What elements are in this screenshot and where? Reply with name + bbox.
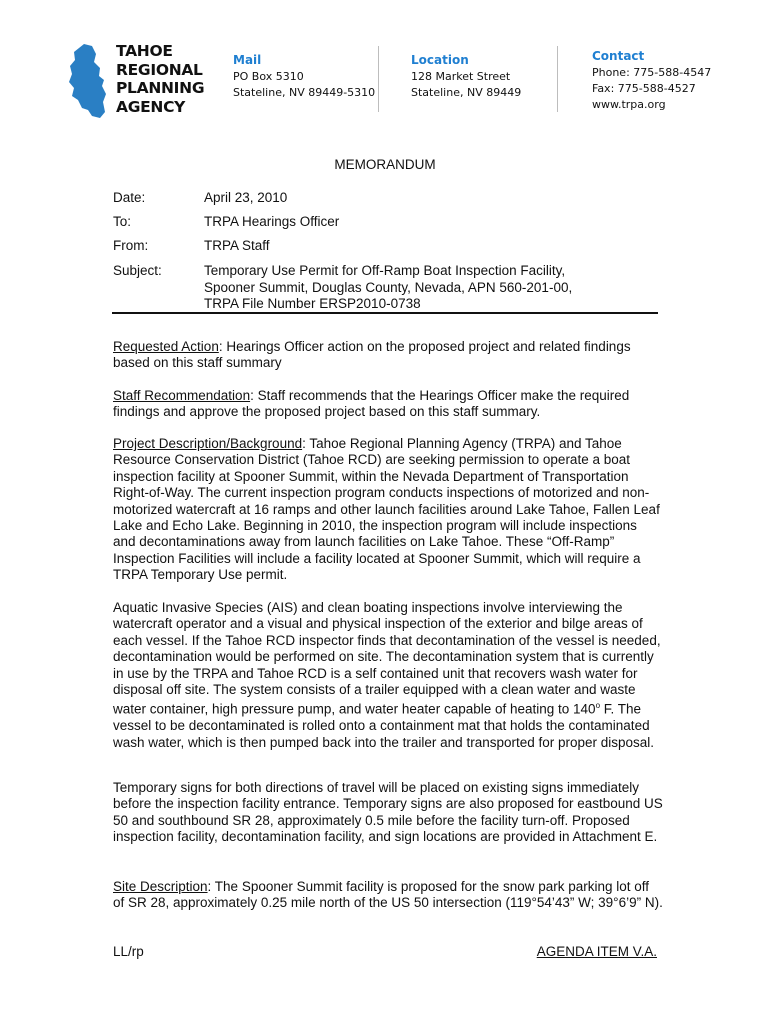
location-line: Stateline, NV 89449 xyxy=(411,86,522,99)
location-title: Location xyxy=(411,53,469,67)
date-label: Date: xyxy=(113,190,146,205)
footer-initials: LL/rp xyxy=(113,944,144,959)
contact-phone: Phone: 775-588-4547 xyxy=(592,66,712,79)
staff-recommendation-text: : Staff recommends that the Hearings Officer make the required findings and approve the proposed project based on this staff summary. xyxy=(113,388,630,420)
to-value: TRPA Hearings Officer xyxy=(204,214,340,229)
subject-value xyxy=(204,263,572,313)
project-description-paragraph xyxy=(113,436,663,584)
agency-line: AGENCY xyxy=(116,97,186,116)
agency-line: PLANNING xyxy=(116,79,205,97)
contact-fax: Fax: 775-588-4527 xyxy=(592,82,696,95)
date-value: April 23, 2010 xyxy=(204,190,288,205)
from-label: From: xyxy=(113,238,149,253)
lake-tahoe-outline-icon xyxy=(66,42,110,120)
degree-mark: o xyxy=(595,701,601,711)
agenda-item: AGENDA ITEM V.A. xyxy=(536,944,657,959)
project-description-text: : Tahoe Regional Planning Agency (TRPA) and Tahoe Resource Conservation District (Tahoe RCD) are seeking permission to operate a boat inspection facility at Spooner Summit, within the Nevada Department of Transportation Right-of-Way. The current inspection program conducts inspections of motorized and non-motorized watercraft at 16 ramps and other launch facilities around Lake Tahoe, Fallen Leaf Lake and Echo Lake. Beginning in 2010, the inspection program will include inspections and decontaminations away from launch facilities on Lake Tahoe. These “Off-Ramp” Inspection Facilities will include a facility located at Spooner Summit, which will require a TRPA Temporary Use permit. xyxy=(113,436,660,583)
requested-action-text: : Hearings Officer action on the proposed project and related findings based on this staff summary xyxy=(113,339,631,371)
staff-recommendation-paragraph xyxy=(113,388,663,421)
mail-line: PO Box 5310 xyxy=(233,70,304,83)
from-value: TRPA Staff xyxy=(204,238,270,253)
staff-recommendation-heading: Staff Recommendation xyxy=(113,388,251,403)
site-description-paragraph xyxy=(113,879,663,912)
contact-block xyxy=(592,48,711,113)
subject-label: Subject: xyxy=(113,263,162,278)
agency-line: REGIONAL xyxy=(116,60,203,79)
contact-title: Contact xyxy=(592,49,645,63)
memo-title: MEMORANDUM xyxy=(334,157,436,172)
requested-action-heading: Requested Action xyxy=(113,339,219,354)
site-description-text: : The Spooner Summit facility is proposed for the snow park parking lot off of SR 28, approximately 0.25 mile north of the US 50 intersection (119°54’43” W; 39°6’9” N). xyxy=(113,879,663,911)
requested-action-paragraph xyxy=(113,339,663,372)
mail-line: Stateline, NV 89449-5310 xyxy=(233,86,376,99)
site-description-heading: Site Description xyxy=(113,879,208,894)
subject-line: TRPA File Number ERSP2010-0738 xyxy=(204,296,421,311)
to-label: To: xyxy=(113,214,132,229)
location-block xyxy=(411,52,521,101)
agency-name xyxy=(116,42,204,116)
header-divider xyxy=(378,46,379,112)
ais-text-end: F. The vessel to be decontaminated is rolled onto a containment mat that holds the contaminated wash water, which is then pumped back into the trailer and transported for proper disposal. xyxy=(113,701,655,750)
agency-line: TAHOE xyxy=(116,42,173,60)
project-description-heading: Project Description/Background xyxy=(113,436,303,451)
header-rule xyxy=(112,312,658,314)
header-divider xyxy=(557,46,558,112)
ais-paragraph xyxy=(113,600,663,751)
location-line: 128 Market Street xyxy=(411,70,511,83)
mail-title: Mail xyxy=(233,53,262,67)
mail-block xyxy=(233,52,375,101)
contact-website[interactable]: www.trpa.org xyxy=(592,98,666,111)
subject-line: Temporary Use Permit for Off-Ramp Boat Inspection Facility, xyxy=(204,263,566,278)
ais-text: Aquatic Invasive Species (AIS) and clean boating inspections involve interviewing the watercraft operator and a visual and physical inspection of the exterior and bilge areas of each vessel. If the Tahoe RCD inspector finds that decontamination of the vessel is needed, decontamination would be performed on site. The decontamination system that is currently in use by the TRPA and Tahoe RCD is a self contained unit that recovers wash water for disposal off site. The system consists of a trailer equipped with a clean water and waste water container, high pressure pump, and water heater capable of heating to 140 xyxy=(113,600,661,717)
signs-paragraph: Temporary signs for both directions of travel will be placed on existing signs immediately before the inspection facility entrance. Temporary signs are also proposed for eastbound US 50 and southbound SR 28, approximately 0.5 mile before the facility turn-off. Proposed inspection facility, decontamination facility, and sign locations are provided in Attachment E. xyxy=(113,780,663,845)
subject-line: Spooner Summit, Douglas County, Nevada, APN 560-201-00, xyxy=(204,279,573,295)
